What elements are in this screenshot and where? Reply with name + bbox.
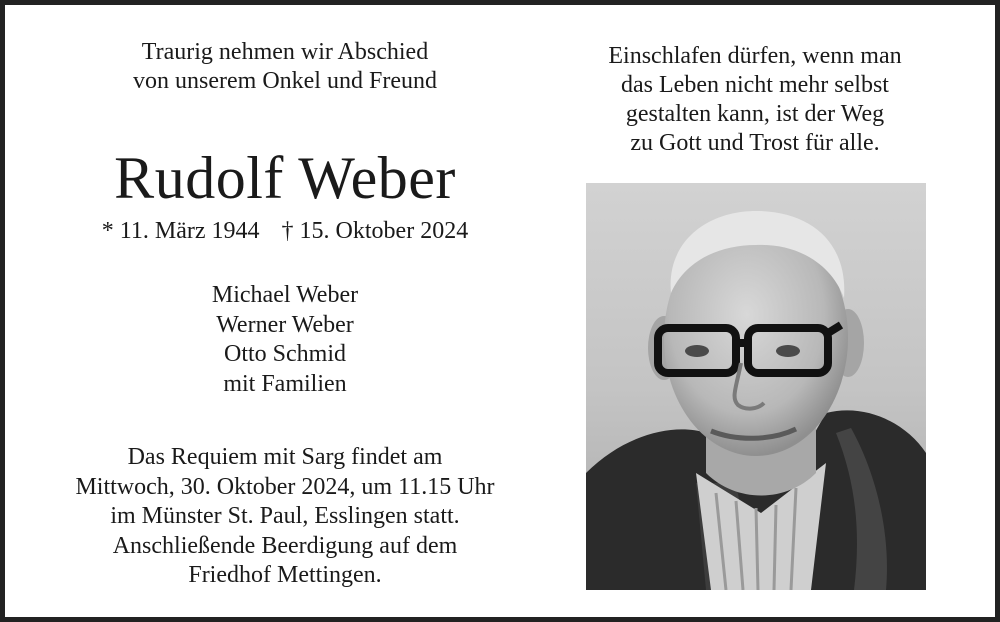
service-line: Friedhof Mettingen. [188,562,382,588]
portrait-photo [586,183,926,590]
mourner-name: mit Familien [223,370,347,397]
intro-line: von unserem Onkel und Freund [133,68,437,94]
quote-line: das Leben nicht mehr selbst [621,72,889,98]
quote-line: zu Gott und Trost für alle. [630,130,880,156]
quote-line: gestalten kann, ist der Weg [625,101,885,127]
service-details [35,443,535,591]
service-line: Anschließende Beerdigung auf dem [112,532,458,559]
service-line: Mittwoch, 30. Oktober 2024, um 11.15 Uhr [75,473,495,500]
memorial-quote [585,42,925,158]
mourner-name: Werner Weber [216,311,354,338]
mourner-name: Michael Weber [211,282,359,308]
life-dates [35,215,535,247]
mourner-name: Otto Schmid [223,341,346,367]
mourners-list [35,281,535,399]
intro-text [35,38,535,96]
intro-line: Traurig nehmen wir Abschied [141,39,429,65]
birth-date: * 11. März 1944 [101,218,260,244]
death-date: † 15. Oktober 2024 [281,218,469,244]
service-line: im Münster St. Paul, Esslingen statt. [110,503,460,529]
portrait-image [586,183,926,590]
service-line: Das Requiem mit Sarg findet am [127,444,443,470]
quote-line: Einschlafen dürfen, wenn man [608,43,902,69]
deceased-name: Rudolf Weber [114,145,456,211]
